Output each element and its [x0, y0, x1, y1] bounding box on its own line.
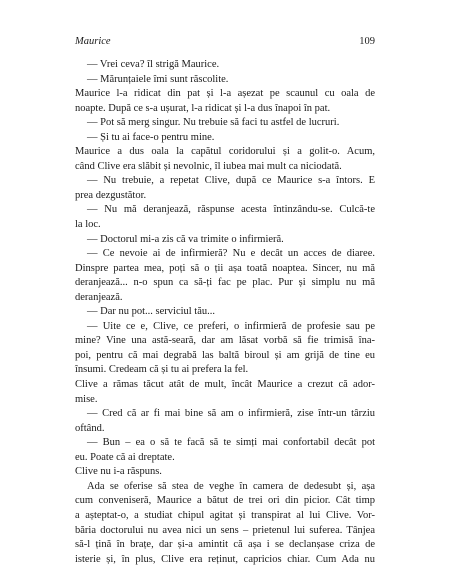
text-line: Maurice l-a ridicat din pat și l-a așezat pe scaunul cu oala de — [75, 88, 375, 100]
text-line: oftând. — [75, 422, 105, 434]
text-line: Dinspre partea mea, poți să o ții așa toată noaptea. Sincer, nu mă — [75, 262, 375, 274]
text-line: — Dar nu pot... serviciul tău... — [87, 306, 216, 318]
text-line: — Ce nevoie ai de infirmieră? Nu e decât un acces de diaree. — [87, 248, 375, 260]
text-line: eu. Poate că ai dreptate. — [75, 451, 175, 463]
text-line: când Clive era slăbit și nevolnic, îl iubea mai mult ca niciodată. — [75, 160, 342, 172]
text-line: — Pot să merg singur. Nu trebuie să faci tu astfel de lucruri. — [87, 117, 340, 129]
text-line: băria doctorului nu avea nici un sens – prietenul lui suferea. Tânjea — [75, 524, 375, 536]
text-line: poi, pentru că mai degrabă las baltă biroul și am grijă de tine eu — [75, 349, 375, 361]
text-line: — Vrei ceva? îl strigă Maurice. — [87, 59, 220, 70]
running-head — [75, 34, 375, 50]
page-number: 109 — [359, 36, 375, 47]
text-line: — Mărunțaiele îmi sunt răscolite. — [87, 73, 229, 85]
text-line: cum conveniseră, Maurice a bătut de trei ori din picior. Cât timp — [75, 495, 375, 507]
text-line: — Uite ce e, Clive, ce preferi, o infirmieră de profesie sau pe — [87, 320, 375, 332]
text-line: — Nu trebuie, a repetat Clive, după ce Maurice s-a întors. E — [87, 175, 375, 187]
text-line: deranjează. — [75, 291, 123, 303]
text-line: deranjează... n-o spun ca să-ți fac pe plac. Pur și simplu nu mă — [75, 277, 375, 289]
text-line: — Bun – ea o să te facă să te simți mai confortabil decât pot — [87, 437, 375, 449]
text-line: — Doctorul mi-a zis că va trimite o infirmieră. — [87, 233, 284, 245]
text-line: — Cred că ar fi mai bine să am o infirmieră, zise într-un târziu — [87, 408, 375, 420]
text-line: să-l țină în brațe, dar și-a amintit că așa i se declanșase criza de — [75, 539, 375, 551]
text-line: isterie și, în plus, Clive era reținut, capricios chiar. Cum Ada nu — [75, 553, 375, 565]
text-line: Maurice a dus oala la capătul coridorului și a golit-o. Acum, — [75, 146, 375, 158]
text-line: mine? Vine una astă-seară, dar am lăsat vorbă să fie trimisă îna- — [75, 335, 375, 347]
text-line: — Și tu ai face-o pentru mine. — [87, 131, 215, 143]
text-line: Ada se oferise să stea de veghe în camera de dedesubt și, așa — [87, 480, 375, 492]
text-line: Clive nu i-a răspuns. — [75, 466, 162, 478]
text-line: mise. — [75, 393, 98, 405]
text-line: — Nu mă deranjează, răspunse acesta întinzându-se. Culcă-te — [87, 204, 375, 216]
text-line: Clive a rămas tăcut atât de mult, încât Maurice a crezut că ador- — [75, 379, 375, 391]
text-line: la loc. — [75, 219, 101, 231]
body-text — [75, 58, 375, 567]
text-line: prea dezgustător. — [75, 189, 147, 201]
text-line: noapte. După ce s-a ușurat, l-a ridicat și l-a dus înapoi în pat. — [75, 102, 331, 114]
text-line: a așteptat-o, a studiat chipul agitat și transpirat al lui Clive. Vor- — [75, 509, 375, 521]
running-title: Maurice — [75, 36, 111, 47]
text-line: însumi. Credeam că și tu ai prefera la fel. — [75, 364, 249, 376]
